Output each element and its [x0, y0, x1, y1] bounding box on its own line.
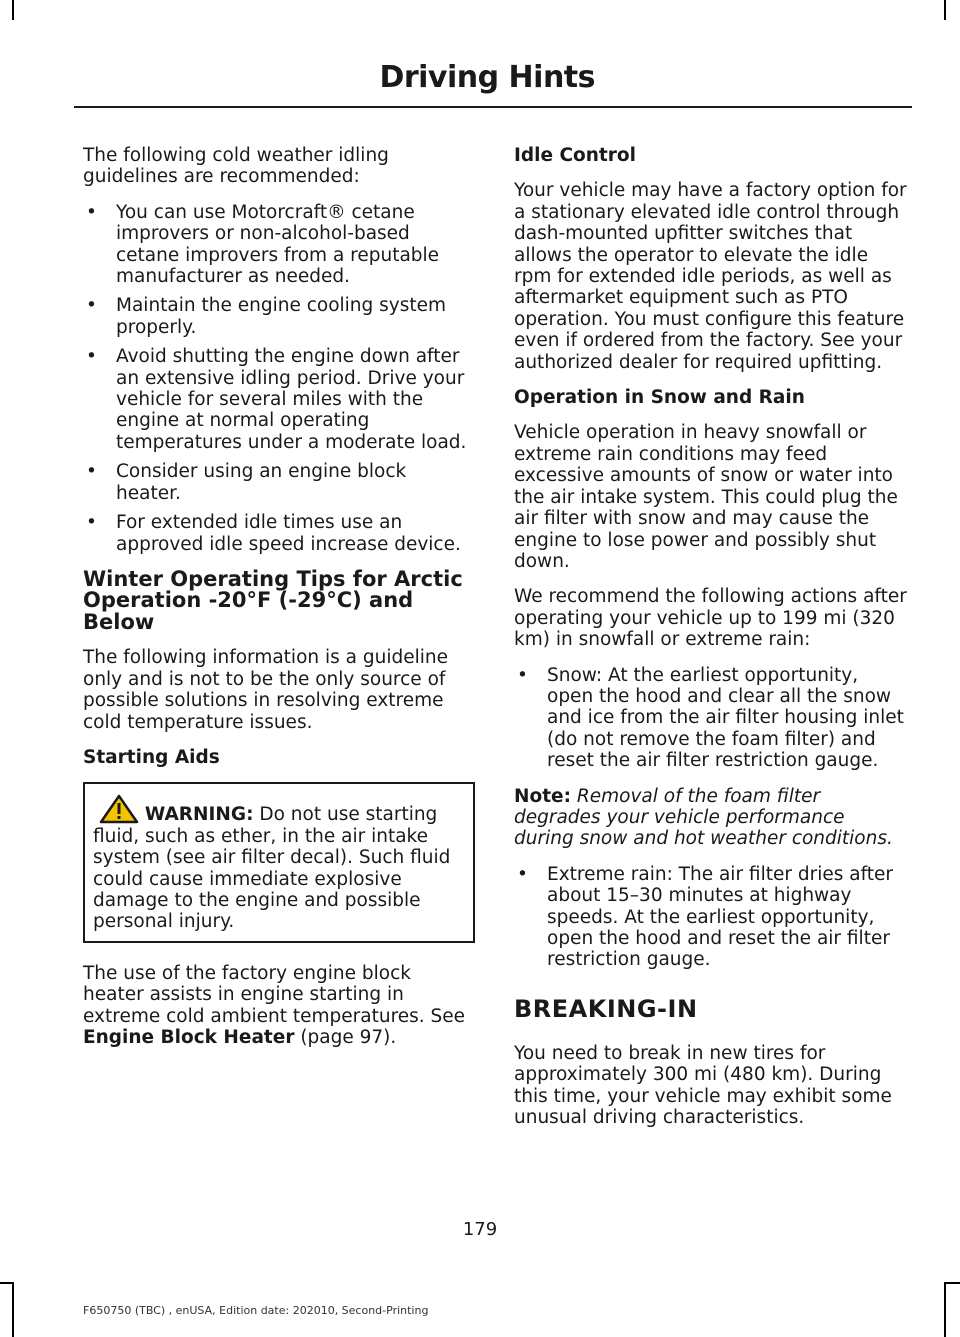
footer-edition-info: F650750 (TBC) , enUSA, Edition date: 202010, Second-Printing	[83, 1304, 429, 1317]
rain-actions-list	[514, 864, 907, 971]
list-item: • Avoid shutting the engine down after an extensive idling period. Drive your vehicle for several miles with the engine at normal operating temperatures under a moderate load.	[86, 346, 467, 453]
starting-aids-heading: Starting Aids	[83, 747, 220, 769]
snow-rain-heading: Operation in Snow and Rain	[514, 387, 805, 409]
crop-mark-bottom-right-h	[944, 1282, 960, 1284]
list-item: • For extended idle times use an approved idle speed increase device.	[86, 512, 461, 555]
bullet-glyph: •	[86, 346, 97, 368]
page-title: Driving Hints	[379, 60, 595, 95]
arctic-operation-text: The following information is a guideline only and is not to be the only source of possible solutions in resolving extreme cold temperature issues.	[83, 647, 448, 733]
crop-mark-bottom-left	[12, 1282, 14, 1337]
engine-block-heater-link[interactable]: Engine Block Heater	[83, 1027, 295, 1049]
crop-mark-bottom-right	[944, 1282, 946, 1337]
list-item: • Maintain the engine cooling system properly.	[86, 295, 447, 338]
note-label: Note:	[514, 785, 571, 807]
list-item: • Consider using an engine block heater.	[86, 461, 407, 504]
idling-guidelines-list	[83, 202, 475, 555]
warning-label: WARNING:	[144, 804, 254, 826]
bullet-glyph: •	[86, 461, 97, 483]
warning-text: Do not use starting fluid, such as ether, in the air intake system (see air filter decal). Such fluid could cause immediate explosive damage to the engine and possible personal injury.	[93, 804, 451, 933]
breaking-in-heading: BREAKING-IN	[514, 994, 698, 1023]
snow-rain-text: Vehicle operation in heavy snowfall or extreme rain conditions may feed excessive amounts of snow or water into the air intake system. This could plug the air filter with snow and may cause the engine to lose power and possibly shut down.	[514, 422, 898, 572]
recommendation-text: We recommend the following actions after operating your vehicle up to 199 mi (320 km) in snowfall or extreme rain:	[514, 586, 907, 651]
crop-mark-bottom-left-h	[0, 1282, 14, 1284]
snow-actions-list	[514, 665, 907, 772]
bullet-glyph: •	[517, 863, 528, 885]
idle-control-text: Your vehicle may have a factory option for a stationary elevated idle control through dash-mounted upfitter switches that allows the operator to elevate the idle rpm for extended idle periods, as well as aftermarket equipment such as PTO operation. You must configure this feature even if ordered from the factory. See your authorized dealer for required upfitting.	[514, 180, 907, 373]
header-divider	[74, 106, 912, 108]
crop-mark-top-left	[12, 0, 14, 20]
block-heater-paragraph: The use of the factory engine block heater assists in engine starting in extreme cold ambient temperatures. See Engine Block Heater (page 97).	[83, 962, 466, 1049]
warning-box	[83, 782, 475, 942]
list-item: • Snow: At the earliest opportunity, open the hood and clear all the snow and ice from the air filter housing inlet (do not remove the foam filter) and reset the air filter restriction gauge.	[517, 664, 904, 772]
note-text: Removal of the foam filter degrades your vehicle performance during snow and hot weather conditions.	[514, 785, 893, 850]
page-reference: (page 97).	[300, 1027, 397, 1049]
left-column	[83, 145, 475, 1063]
bullet-glyph: •	[517, 664, 528, 686]
bullet-glyph: •	[86, 201, 97, 223]
idle-control-heading: Idle Control	[514, 145, 636, 166]
list-item: • Extreme rain: The air filter dries after about 15–30 minutes at highway speeds. At the earliest opportunity, open the hood and reset the air filter restriction gauge.	[517, 863, 893, 971]
crop-mark-top-right	[944, 0, 946, 20]
right-column	[514, 145, 907, 1142]
idling-intro: The following cold weather idling guidelines are recommended:	[83, 145, 389, 188]
list-item: • You can use Motorcraft® cetane improvers or non-alcohol-based cetane improvers from a reputable manufacturer as needed.	[86, 201, 440, 288]
breaking-in-text: You need to break in new tires for approximately 300 mi (480 km). During this time, your vehicle may exhibit some unusual driving characteristics.	[514, 1042, 892, 1129]
bullet-glyph: •	[86, 295, 97, 317]
warning-triangle-icon	[99, 794, 139, 824]
page-number: 179	[462, 1219, 498, 1240]
arctic-operation-heading: Winter Operating Tips for Arctic Operation -20°F (-29°C) and Below	[83, 566, 463, 634]
bullet-glyph: •	[86, 512, 97, 534]
note	[514, 786, 907, 850]
